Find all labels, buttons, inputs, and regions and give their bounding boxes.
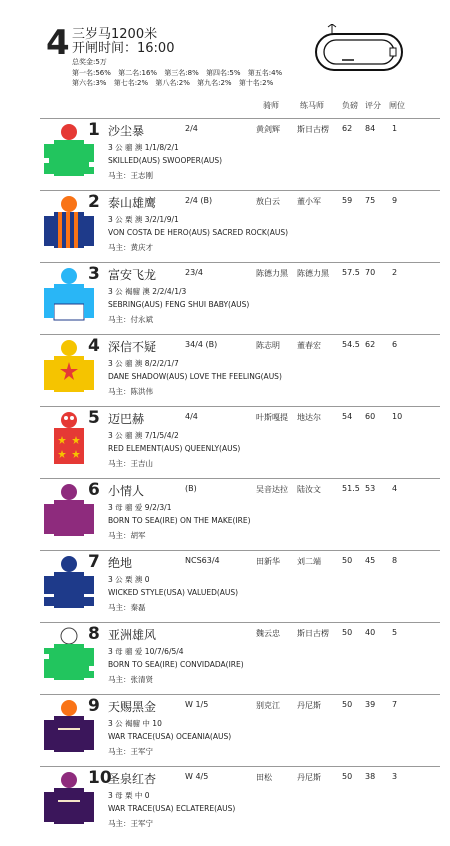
rating-column-header: 评分 [365,101,381,110]
weight: 59 [342,196,353,205]
jockey: 田松 [256,773,272,782]
horse-row [40,118,440,188]
weight: 51.5 [342,484,360,493]
horse-row [40,622,440,692]
horse-row [40,262,440,332]
gate: 5 [392,628,398,637]
row-divider [40,334,440,335]
jockey: 陈德力黑 [256,269,288,278]
horse-name: 天赐黑金 [108,700,157,714]
horse-number: 1 [88,120,100,140]
gate: 4 [392,484,398,493]
horse-name: 沙尘暴 [108,124,145,138]
horse-name: 绝地 [108,556,133,570]
trainer-column-header: 练马师 [300,101,324,110]
rating-info: 34/4 (B) [185,340,218,349]
horse-info: 3 母 栗 中 0 [108,791,150,800]
pedigree: DANE SHADOW(AUS) LOVE THE FEELING(AUS) [108,372,282,381]
horse-row [40,334,440,404]
horse-name: 泰山雄鹰 [108,196,157,210]
owner: 马主：张清贤 [108,675,153,684]
jockey-silk-icon [44,626,94,684]
horse-row [40,766,440,836]
horse-number: 4 [88,336,100,356]
gate: 9 [392,196,398,205]
jockey-silk-icon [44,194,94,252]
owner: 马主：陈洪伟 [108,387,153,396]
prize-percent: 第一名:56% [72,69,111,77]
jockey: 田新华 [256,557,280,566]
rating-info: 4/4 [185,412,198,421]
pedigree: BORN TO SEA(IRE) ON THE MAKE(IRE) [108,516,251,525]
jockey-silk-icon [44,410,94,468]
weight: 50 [342,772,353,781]
jockey: 别克江 [256,701,280,710]
prize-percent: 第九名:2% [197,79,232,87]
prize-percent: 第二名:16% [118,69,158,77]
jockey-silk-icon [44,266,94,324]
horse-number: 10 [88,768,112,788]
pedigree: BORN TO SEA(IRE) CONVIDADA(IRE) [108,660,244,669]
jockey-silk-icon [44,122,94,180]
gate: 1 [392,124,398,133]
trainer: 斯日古楞 [297,629,329,638]
pedigree: WAR TRACE(USA) ECLATERE(AUS) [108,804,236,813]
horse-info: 3 公 骝 澳 8/2/2/1/7 [108,359,179,368]
rating-info: NCS63/4 [185,556,220,565]
weight: 50 [342,628,353,637]
owner: 马主：秦磊 [108,603,146,612]
pedigree: WAR TRACE(USA) OCEANIA(AUS) [108,732,232,741]
owner: 马主：王军宁 [108,747,153,756]
pedigree: SEBRING(AUS) FENG SHUI BABY(AUS) [108,300,250,309]
rating-info: 2/4 (B) [185,196,213,205]
rating-score: 62 [365,340,376,349]
trainer: 董春宏 [297,341,321,350]
rating-info: (B) [185,484,197,493]
jockey: 叶斯嘎提 [256,413,288,422]
rating-score: 40 [365,628,376,637]
jockey: 吴音达拉 [256,485,288,494]
row-divider [40,190,440,191]
owner: 马主：王志刚 [108,171,153,180]
row-divider [40,478,440,479]
horse-info: 3 母 骝 爱 9/2/3/1 [108,503,172,512]
jockey-silk-icon [44,338,94,396]
pedigree: WICKED STYLE(USA) VALUED(AUS) [108,588,239,597]
race-header [0,0,450,118]
jockey-silk-icon [44,482,94,540]
owner: 马主：王军宁 [108,819,153,828]
owner: 马主：胡军 [108,531,146,540]
rating-info: 23/4 [185,268,203,277]
prize-percent: 第三名:8% [164,69,199,77]
horse-name: 小情人 [108,484,145,498]
prize-percent: 第八名:2% [155,79,190,87]
prize-percent: 第十名:2% [238,79,274,87]
race-purse: 总奖金:5万 [72,58,107,66]
gate: 7 [392,700,398,709]
rating-score: 39 [365,700,376,709]
horse-info: 3 公 骝 澳 7/1/5/4/2 [108,431,179,440]
gate: 3 [392,772,398,781]
rating-score: 70 [365,268,376,277]
weight: 54.5 [342,340,360,349]
race-title: 三岁马1200米 [72,27,158,42]
weight: 57.5 [342,268,360,277]
track-diagram-icon [314,24,410,76]
gate: 8 [392,556,398,565]
jockey: 魏云忠 [256,629,280,638]
prize-percent: 第六名:3% [72,79,107,87]
weight: 50 [342,700,353,709]
trainer: 董小军 [297,197,321,206]
horse-name: 亚洲雄风 [108,628,157,642]
horse-info: 3 公 栗 澳 0 [108,575,150,584]
race-time: 开闸时间：16:00 [72,41,175,56]
horse-info: 3 母 骝 爱 10/7/6/5/4 [108,647,184,656]
jockey-column-header: 骑师 [263,101,279,110]
row-divider [40,622,440,623]
trainer: 地达尔 [297,413,321,422]
pedigree: RED ELEMENT(AUS) QUEENLY(AUS) [108,444,241,453]
prize-percent: 第七名:2% [113,79,149,87]
horse-number: 9 [88,696,100,716]
horse-number: 8 [88,624,100,644]
jockey-silk-icon [44,554,94,612]
rating-info: 2/4 [185,124,198,133]
owner: 马主：王吉山 [108,459,153,468]
jockey-silk-icon [44,770,94,828]
horse-row [40,406,440,476]
trainer: 斯日古楞 [297,125,329,134]
weight: 54 [342,412,353,421]
horse-name: 深信不疑 [108,340,157,354]
rating-score: 75 [365,196,376,205]
horse-info: 3 公 褐骝 澳 2/2/4/1/3 [108,287,187,296]
prize-percent: 第四名:5% [206,69,241,77]
rating-score: 38 [365,772,376,781]
horse-number: 6 [88,480,100,500]
rating-info: W 1/5 [185,700,209,709]
horse-number: 5 [88,408,100,428]
gate: 6 [392,340,398,349]
horse-info: 3 公 骝 澳 1/1/8/2/1 [108,143,179,152]
jockey-silk-icon [44,698,94,756]
prize-percentages [72,68,312,88]
trainer: 陆汝文 [297,485,321,494]
jockey: 陈志明 [256,341,280,350]
prize-percent: 第五名:4% [247,69,283,77]
rating-info: W 4/5 [185,772,209,781]
pedigree: SKILLED(AUS) SWOOPER(AUS) [108,156,223,165]
row-divider [40,262,440,263]
row-divider [40,766,440,767]
horse-number: 3 [88,264,100,284]
owner: 马主：付永斌 [108,315,153,324]
horse-info: 3 公 褐骝 中 10 [108,719,162,728]
trainer: 丹尼斯 [297,701,321,710]
horse-info: 3 公 栗 澳 3/2/1/9/1 [108,215,179,224]
horse-row [40,478,440,548]
trainer: 丹尼斯 [297,773,321,782]
owner: 马主：黄庆才 [108,243,153,252]
horse-row [40,550,440,620]
row-divider [40,406,440,407]
gate: 10 [392,412,403,421]
rating-score: 60 [365,412,376,421]
horse-row [40,694,440,764]
rating-score: 84 [365,124,376,133]
horse-name: 富安飞龙 [108,268,157,282]
row-divider [40,550,440,551]
gate: 2 [392,268,398,277]
row-divider [40,118,440,119]
jockey: 黄剑辉 [256,125,280,134]
horse-number: 2 [88,192,100,212]
trainer: 陈德力黑 [297,269,329,278]
rating-score: 45 [365,556,376,565]
horse-name: 圣泉红杏 [108,772,157,786]
weight-column-header: 负磅 [342,101,358,110]
gate-column-header: 闸位 [389,101,405,110]
trainer: 刘二端 [297,557,321,566]
weight: 62 [342,124,353,133]
pedigree: VON COSTA DE HERO(AUS) SACRED ROCK(AUS) [108,228,289,237]
jockey: 敖白云 [256,197,280,206]
row-divider [40,694,440,695]
horse-number: 7 [88,552,100,572]
weight: 50 [342,556,353,565]
horse-name: 迈巴赫 [108,412,145,426]
horse-row [40,190,440,260]
rating-score: 53 [365,484,376,493]
race-number: 4 [46,23,70,63]
